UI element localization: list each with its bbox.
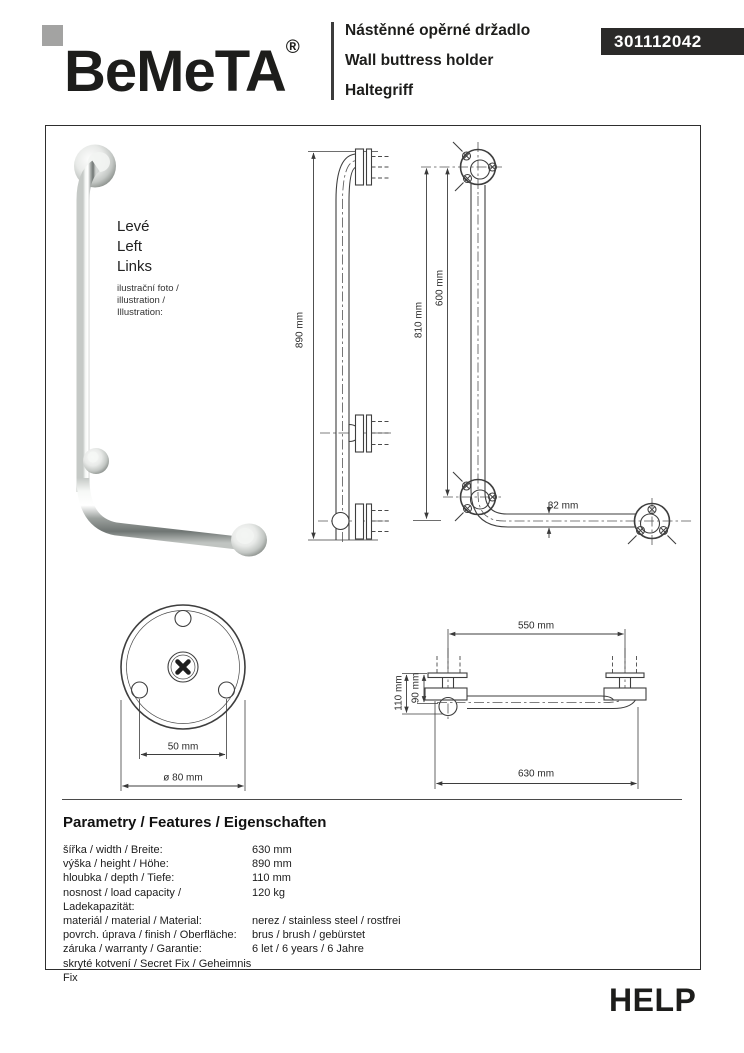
- parameter-label: nosnost / load capacity / Ladekapazität:: [63, 886, 182, 913]
- parameter-label: výška / height / Höhe:: [63, 858, 169, 871]
- product-title-de: Haltegriff: [345, 82, 414, 99]
- parameter-value: 630 mm: [252, 844, 292, 856]
- parameter-value: nerez / stainless steel / rostfrei: [252, 915, 401, 928]
- table-row: [63, 871, 663, 885]
- parameter-label: záruka / warranty / Garantie:: [63, 943, 202, 956]
- dim-front-height: 810 mm: [413, 301, 425, 339]
- dim-flange-diameter: ø 80 mm: [163, 772, 203, 784]
- brand-logo: [64, 18, 300, 102]
- table-row: [63, 928, 663, 942]
- orientation-en: Left: [117, 238, 143, 255]
- table-row: [63, 957, 663, 985]
- parameter-label: šířka / width / Breite:: [63, 844, 163, 856]
- dim-depth-axis: 90 mm: [410, 672, 422, 704]
- parameter-value: 890 mm: [252, 858, 292, 871]
- parameter-value: brus / brush / gebürstet: [252, 929, 366, 942]
- photo-note-cs: ilustrační foto /: [117, 283, 179, 294]
- table-row: [63, 942, 663, 956]
- header-divider: [331, 22, 334, 100]
- orientation-cs: Levé: [117, 218, 150, 235]
- parameter-value: 120 kg: [252, 886, 286, 899]
- photo-note-en: illustration /: [117, 295, 166, 306]
- help-brand-text: HELP: [609, 982, 697, 1018]
- product-title-cs: Nástěnné opěrné držadlo: [345, 22, 531, 39]
- parameter-label: materiál / material / Material:: [63, 915, 202, 928]
- photo-note-de: Illustration:: [117, 307, 163, 318]
- dim-mount-spacing: 550 mm: [517, 620, 555, 632]
- product-title-en: Wall buttress holder: [345, 52, 494, 69]
- dim-depth-total: 110 mm: [393, 675, 405, 711]
- product-titles: [345, 16, 530, 106]
- parameter-value: [252, 957, 663, 985]
- photo-note: [117, 283, 179, 319]
- dim-side-height: 890 mm: [294, 311, 306, 349]
- brand-text: BeMeTA: [64, 39, 286, 104]
- parameter-label: hloubka / depth / Tiefe:: [63, 872, 175, 885]
- orientation-labels: [117, 217, 152, 277]
- parameter-label: skryté kotvení / Secret Fix / Geheimnis Fix: [63, 957, 252, 984]
- parameter-value: 6 let / 6 years / 6 Jahre: [252, 943, 364, 956]
- dim-width-total: 630 mm: [517, 768, 555, 780]
- dim-bar-diameter: 32 mm: [547, 500, 579, 512]
- parameters-heading: Parametry / Features / Eigenschaften: [63, 814, 327, 831]
- dim-front-spacing: 600 mm: [434, 269, 446, 307]
- dim-hole-spacing: 50 mm: [167, 741, 199, 753]
- parameter-value: 110 mm: [252, 872, 291, 885]
- logo-square: [42, 25, 63, 46]
- registered-mark: ®: [285, 37, 300, 58]
- section-separator: [62, 799, 682, 800]
- table-row: [63, 886, 663, 914]
- table-row: [63, 914, 663, 928]
- parameter-label: povrch. úprava / finish / Oberfläche:: [63, 929, 237, 942]
- product-code-badge: 301112042: [601, 28, 744, 55]
- parameters-table: [63, 843, 663, 985]
- table-row: [63, 843, 663, 857]
- table-row: [63, 857, 663, 871]
- orientation-de: Links: [117, 258, 153, 275]
